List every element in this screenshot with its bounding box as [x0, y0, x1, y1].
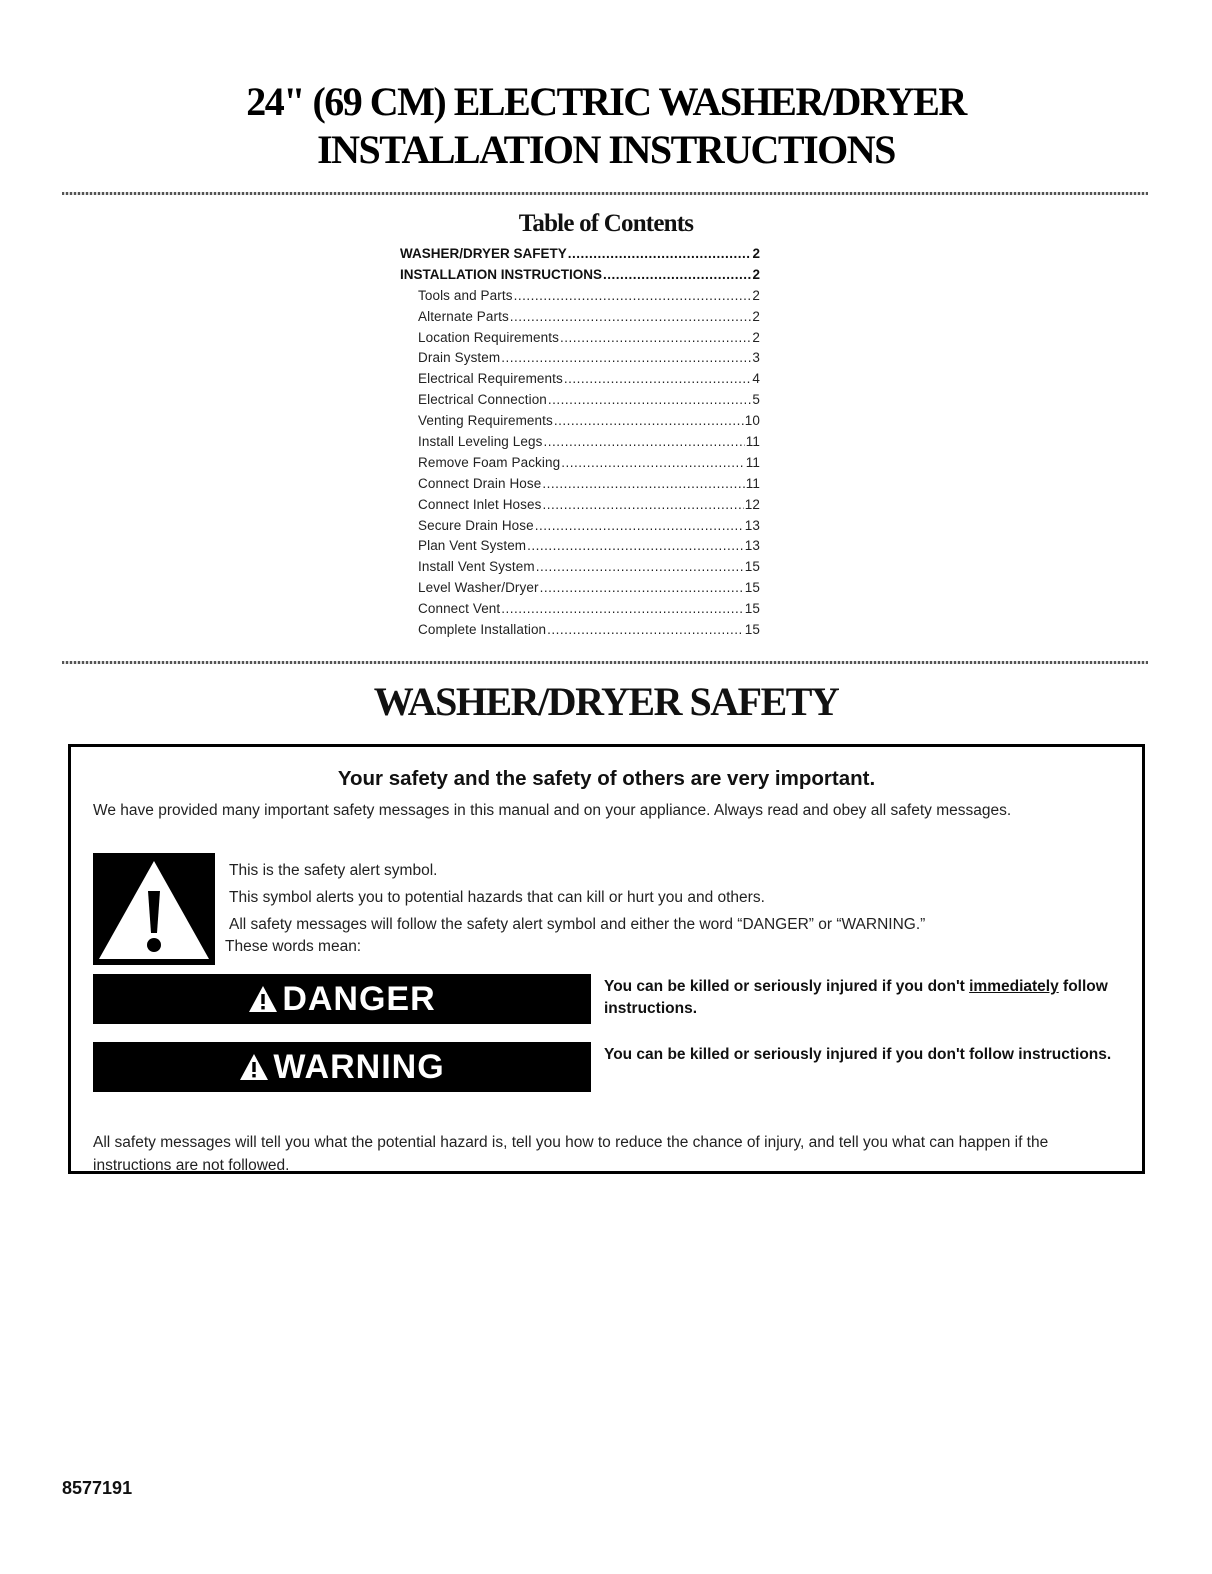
- danger-description: You can be killed or seriously injured if you don't immediately follow instructions.: [604, 978, 1108, 1017]
- toc-entry-label: Plan Vent System: [418, 538, 527, 554]
- warning-triangle-icon: [248, 985, 278, 1013]
- toc-entry[interactable]: [400, 413, 760, 434]
- alert-line: These words mean:: [225, 938, 362, 955]
- toc-entry-page: 3: [752, 350, 760, 366]
- toc-entry-page: 11: [745, 454, 760, 470]
- toc-entry-page: 2: [752, 329, 760, 345]
- toc-entry-label: Connect Inlet Hoses: [418, 496, 542, 512]
- toc-entry-page: 15: [744, 622, 760, 638]
- toc-entry-label: Install Leveling Legs: [418, 434, 543, 450]
- alert-symbol-explanation: [225, 857, 926, 956]
- toc-entry[interactable]: [400, 392, 760, 413]
- toc-entry-page: 4: [752, 371, 760, 387]
- alert-line: This is the safety alert symbol.: [229, 862, 438, 879]
- document-number: 8577191: [62, 1478, 133, 1498]
- toc-entry-label: Location Requirements: [418, 329, 559, 345]
- toc-entry[interactable]: [400, 434, 760, 455]
- alert-line: All safety messages will follow the safety alert symbol and either the word “DANGER” or “WARNING.”: [229, 916, 926, 933]
- danger-signal-banner: [93, 974, 591, 1024]
- toc-entry[interactable]: [400, 476, 760, 497]
- toc-entry-label: Connect Vent: [418, 601, 501, 617]
- toc-entry[interactable]: [400, 538, 760, 559]
- warning-label: WARNING: [273, 1047, 445, 1086]
- toc-entry[interactable]: [400, 601, 760, 622]
- toc-entry-page: 10: [744, 413, 760, 429]
- toc-entry[interactable]: [400, 309, 760, 330]
- toc-entry-page: 13: [744, 538, 760, 554]
- safety-outro-text: All safety messages will tell you what the potential hazard is, tell you how to reduce the chance of injury, and tell you what can happen if the instructions are not followed.: [93, 1134, 1049, 1174]
- safety-notice-box: [68, 744, 1145, 1174]
- toc-entry-label: Complete Installation: [418, 622, 547, 638]
- toc-entry[interactable]: [400, 288, 760, 309]
- toc-entry[interactable]: [400, 371, 760, 392]
- warning-triangle-icon: [239, 1053, 269, 1081]
- safety-alert-icon: [93, 853, 215, 965]
- toc-entry-label: Venting Requirements: [418, 413, 553, 429]
- dotted-divider-middle: [62, 661, 1148, 664]
- title-line-2: INSTALLATION INSTRUCTIONS: [317, 127, 895, 172]
- toc-entry-page: 2: [752, 287, 760, 303]
- toc-entry[interactable]: [400, 267, 760, 288]
- toc-entry-label: Install Vent System: [418, 559, 535, 575]
- toc-entry[interactable]: [400, 246, 760, 267]
- toc-entry[interactable]: [400, 350, 760, 371]
- toc-entry-page: 11: [745, 475, 760, 491]
- toc-entry-label: Connect Drain Hose: [418, 475, 542, 491]
- toc-entry-page: 2: [752, 246, 760, 261]
- toc-entry-label: Remove Foam Packing: [418, 454, 561, 470]
- toc-entry-label: Tools and Parts: [418, 287, 513, 303]
- toc-entry-page: 15: [744, 559, 760, 575]
- section-title: WASHER/DRYER SAFETY: [373, 679, 839, 724]
- title-line-1: 24" (69 CM) ELECTRIC WASHER/DRYER: [246, 79, 966, 124]
- toc-entry-page: 5: [752, 392, 760, 408]
- safety-intro-text: We have provided many important safety messages in this manual and on your appliance. Always read and obey all safety messages.: [93, 802, 1012, 819]
- toc-entry[interactable]: [400, 580, 760, 601]
- safety-box-heading: Your safety and the safety of others are very important.: [337, 767, 876, 790]
- toc-entry-label: Alternate Parts: [418, 308, 509, 324]
- danger-label: DANGER: [282, 979, 436, 1018]
- toc-entry[interactable]: [400, 497, 760, 518]
- toc-entry[interactable]: [400, 330, 760, 351]
- toc-entry-label: Drain System: [418, 350, 501, 366]
- dotted-divider-top: [62, 192, 1148, 195]
- toc-entry-label: Secure Drain Hose: [418, 517, 534, 533]
- warning-description: You can be killed or seriously injured if you don't follow instructions.: [604, 1046, 1112, 1063]
- toc-entry[interactable]: [400, 622, 760, 643]
- toc-heading: Table of Contents: [518, 210, 694, 237]
- toc-entry[interactable]: [400, 518, 760, 539]
- document-title: [0, 78, 1212, 174]
- toc-entry-label: Electrical Requirements: [418, 371, 563, 387]
- toc-entry-page: 2: [752, 266, 760, 282]
- toc-entry-page: 15: [744, 580, 760, 596]
- toc-entry-page: 11: [745, 434, 760, 450]
- alert-line: This symbol alerts you to potential hazards that can kill or hurt you and others.: [229, 889, 765, 906]
- toc-entry-page: 12: [744, 496, 760, 512]
- toc-entry-label: Level Washer/Dryer: [418, 580, 539, 596]
- toc-entry-label: Electrical Connection: [418, 392, 547, 408]
- warning-signal-banner: [93, 1042, 591, 1092]
- emphasis-underline: immediately: [969, 978, 1059, 995]
- toc-entry[interactable]: [400, 559, 760, 580]
- toc-entry-label: INSTALLATION INSTRUCTIONS: [400, 266, 602, 282]
- table-of-contents: [400, 246, 760, 643]
- toc-entry[interactable]: [400, 455, 760, 476]
- toc-entry-page: 2: [752, 308, 760, 324]
- toc-entry-page: 13: [744, 517, 760, 533]
- toc-entry-label: WASHER/DRYER SAFETY: [400, 246, 567, 261]
- toc-entry-page: 15: [744, 601, 760, 617]
